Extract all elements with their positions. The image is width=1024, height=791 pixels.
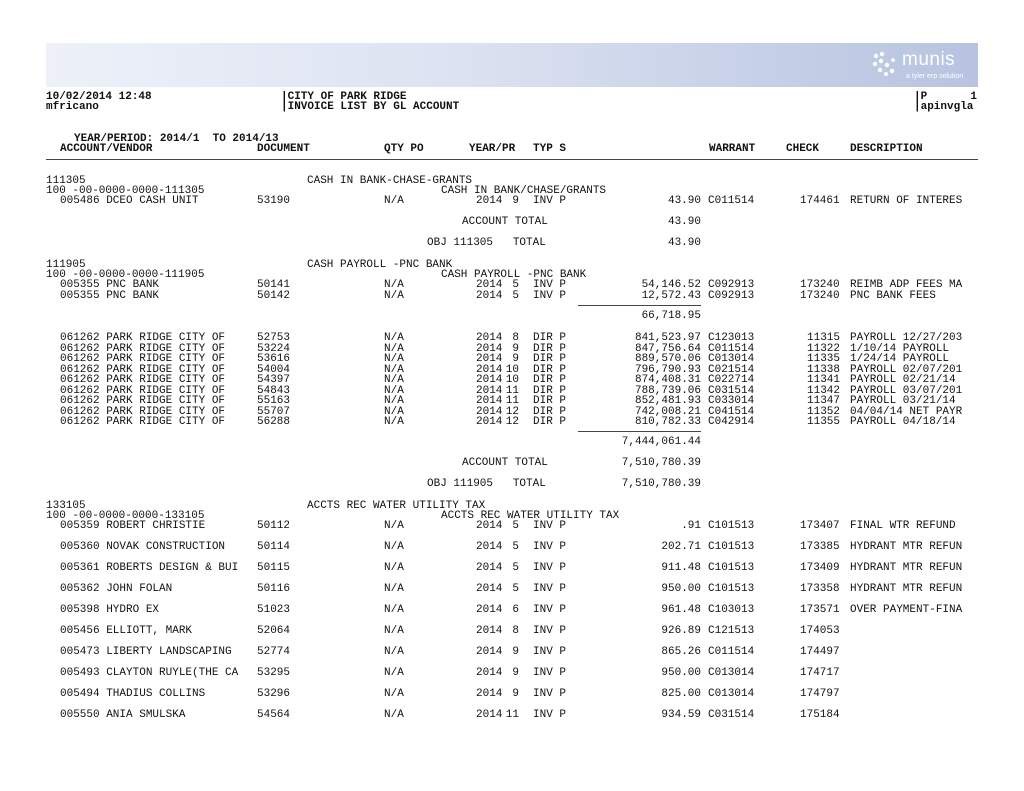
cell-vendor: 061262 PARK RIDGE CITY OF bbox=[60, 363, 226, 376]
cell-qty: N/A bbox=[384, 195, 404, 207]
report-datetime: 10/02/2014 12:48 bbox=[46, 91, 152, 103]
cell-desc: OVER PAYMENT-FINA bbox=[850, 604, 963, 616]
cell-pr: 8 bbox=[512, 625, 519, 637]
cell-year: 2014 bbox=[476, 289, 503, 302]
cell-typ: DIR P bbox=[533, 363, 567, 376]
cell-year: 2014 bbox=[476, 363, 503, 376]
cell-check: 11347 bbox=[807, 395, 841, 407]
logo-wordmark: munis bbox=[902, 49, 956, 70]
col-account-vendor: ACCOUNT/VENDOR bbox=[60, 143, 153, 155]
cell-vendor: 061262 PARK RIDGE CITY OF bbox=[60, 374, 226, 386]
cell-amount: 810,782.33 bbox=[634, 416, 701, 428]
cell-warrant: C121513 bbox=[708, 625, 755, 637]
cell-warrant: C033014 bbox=[708, 395, 755, 407]
cell-qty: N/A bbox=[384, 562, 404, 574]
cell-doc: 54564 bbox=[257, 709, 291, 721]
cell-qty: N/A bbox=[384, 541, 404, 553]
cell-vendor: 061262 PARK RIDGE CITY OF bbox=[60, 342, 226, 355]
cell-amount: 847,756.64 bbox=[634, 342, 701, 355]
cell-pr: 10 bbox=[505, 374, 519, 386]
cell-check: 11352 bbox=[807, 405, 841, 418]
cell-qty: N/A bbox=[384, 289, 404, 302]
cell-year: 2014 bbox=[476, 342, 503, 355]
cell-amount: 961.48 bbox=[661, 604, 701, 616]
cell-typ: INV P bbox=[533, 625, 567, 637]
org-name: |CITY OF PARK RIDGE bbox=[281, 91, 407, 103]
obj-code: 111305 bbox=[46, 175, 86, 187]
report-title: |INVOICE LIST BY GL ACCOUNT bbox=[281, 101, 460, 113]
cell-qty: N/A bbox=[384, 416, 404, 428]
cell-doc: 55163 bbox=[257, 395, 291, 407]
obj-code: 111905 bbox=[46, 259, 86, 271]
cell-pr: 8 bbox=[512, 332, 519, 344]
cell-qty: N/A bbox=[384, 353, 404, 365]
cell-year: 2014 bbox=[476, 405, 503, 418]
cell-vendor: 005360 NOVAK CONSTRUCTION bbox=[60, 541, 226, 553]
cell-pr: 11 bbox=[505, 395, 519, 407]
cell-pr: 5 bbox=[512, 520, 519, 532]
cell-doc: 50141 bbox=[257, 279, 291, 291]
cell-amount: 12,572.43 bbox=[641, 289, 701, 302]
cell-check: 11322 bbox=[807, 342, 841, 355]
cell-qty: N/A bbox=[384, 667, 404, 679]
obj-total-label: OBJ 111905 TOTAL bbox=[427, 478, 546, 490]
cell-year: 2014 bbox=[476, 416, 503, 428]
cell-pr: 5 bbox=[512, 289, 519, 302]
cell-desc: RETURN OF INTERES bbox=[850, 195, 963, 207]
cell-year: 2014 bbox=[476, 583, 503, 595]
cell-warrant: C041514 bbox=[708, 405, 755, 418]
cell-pr: 9 bbox=[512, 195, 519, 207]
cell-doc: 52064 bbox=[257, 625, 291, 637]
cell-check: 173407 bbox=[800, 520, 840, 532]
cell-qty: N/A bbox=[384, 625, 404, 637]
cell-year: 2014 bbox=[476, 195, 503, 207]
cell-typ: DIR P bbox=[533, 395, 567, 407]
cell-check: 11315 bbox=[807, 332, 841, 344]
col-qty-po: QTY PO bbox=[384, 143, 424, 155]
cell-typ: INV P bbox=[533, 541, 567, 553]
cell-doc: 56288 bbox=[257, 416, 291, 428]
cell-warrant: C042914 bbox=[708, 416, 755, 428]
cell-doc: 53224 bbox=[257, 342, 291, 355]
cell-warrant: C101513 bbox=[708, 562, 755, 574]
cell-vendor: 061262 PARK RIDGE CITY OF bbox=[60, 405, 226, 418]
cell-check: 174461 bbox=[800, 195, 840, 207]
cell-typ: INV P bbox=[533, 289, 567, 302]
cell-desc: HYDRANT MTR REFUN bbox=[850, 562, 963, 574]
cell-amount: 950.00 bbox=[661, 667, 701, 679]
cell-qty: N/A bbox=[384, 332, 404, 344]
cell-warrant: C031514 bbox=[708, 384, 755, 397]
cell-check: 174497 bbox=[800, 646, 840, 658]
cell-warrant: C101513 bbox=[708, 583, 755, 595]
cell-check: 173358 bbox=[800, 583, 840, 595]
cell-doc: 54397 bbox=[257, 374, 291, 386]
cell-amount: 796,790.93 bbox=[634, 363, 701, 376]
cell-typ: DIR P bbox=[533, 405, 567, 418]
munis-dots-icon bbox=[872, 51, 898, 77]
cell-pr: 12 bbox=[505, 405, 519, 418]
cell-qty: N/A bbox=[384, 520, 404, 532]
cell-desc: PAYROLL 04/18/14 bbox=[850, 416, 956, 428]
cell-amount: 202.71 bbox=[661, 541, 701, 553]
cell-typ: INV P bbox=[533, 562, 567, 574]
cell-qty: N/A bbox=[384, 405, 404, 418]
account-number: 100 -00-0000-0000-111305 bbox=[46, 185, 205, 197]
obj-title: CASH IN BANK-CHASE-GRANTS bbox=[307, 175, 473, 187]
cell-warrant: C021514 bbox=[708, 363, 755, 376]
cell-warrant: C092913 bbox=[708, 289, 755, 302]
obj-title: ACCTS REC WATER UTILITY TAX bbox=[307, 500, 486, 512]
cell-amount: 934.59 bbox=[661, 709, 701, 721]
cell-doc: 50142 bbox=[257, 289, 291, 302]
cell-pr: 5 bbox=[512, 562, 519, 574]
cell-vendor: 061262 PARK RIDGE CITY OF bbox=[60, 353, 226, 365]
cell-pr: 11 bbox=[505, 384, 519, 397]
cell-amount: 911.48 bbox=[661, 562, 701, 574]
cell-check: 174053 bbox=[800, 625, 840, 637]
cell-warrant: C101513 bbox=[708, 541, 755, 553]
cell-amount: 54,146.52 bbox=[641, 279, 701, 291]
cell-qty: N/A bbox=[384, 646, 404, 658]
subtotal-rule bbox=[578, 431, 701, 432]
cell-check: 173240 bbox=[800, 289, 840, 302]
cell-desc: HYDRANT MTR REFUN bbox=[850, 583, 963, 595]
cell-qty: N/A bbox=[384, 342, 404, 355]
year-period: YEAR/PERIOD: 2014/1 TO 2014/13 bbox=[74, 133, 279, 145]
cell-warrant: C013014 bbox=[708, 688, 755, 700]
cell-amount: 852,481.93 bbox=[634, 395, 701, 407]
cell-desc: FINAL WTR REFUND bbox=[850, 520, 956, 532]
cell-desc: 1/24/14 PAYROLL bbox=[850, 353, 950, 365]
cell-typ: INV P bbox=[533, 195, 567, 207]
cell-doc: 53190 bbox=[257, 195, 291, 207]
page-label: |P bbox=[914, 91, 928, 103]
account-total-label: ACCOUNT TOTAL bbox=[462, 457, 548, 469]
cell-year: 2014 bbox=[476, 541, 503, 553]
cell-doc: 50115 bbox=[257, 562, 291, 574]
cell-desc: 04/04/14 NET PAYR bbox=[850, 405, 963, 418]
cell-warrant: C022714 bbox=[708, 374, 755, 386]
cell-typ: INV P bbox=[533, 667, 567, 679]
cell-desc: 1/10/14 PAYROLL bbox=[850, 342, 950, 355]
cell-qty: N/A bbox=[384, 583, 404, 595]
cell-desc: REIMB ADP FEES MA bbox=[850, 279, 963, 291]
cell-vendor: 005362 JOHN FOLAN bbox=[60, 583, 173, 595]
cell-warrant: C103013 bbox=[708, 604, 755, 616]
report-user: mfricano bbox=[46, 101, 99, 113]
cell-pr: 9 bbox=[512, 353, 519, 365]
account-number: 100 -00-0000-0000-111905 bbox=[46, 269, 205, 281]
cell-typ: INV P bbox=[533, 520, 567, 532]
cell-amount: 788,739.06 bbox=[634, 384, 701, 397]
cell-typ: DIR P bbox=[533, 342, 567, 355]
cell-qty: N/A bbox=[384, 363, 404, 376]
cell-vendor: 005398 HYDRO EX bbox=[60, 604, 160, 616]
cell-warrant: C092913 bbox=[708, 279, 755, 291]
cell-pr: 9 bbox=[512, 342, 519, 355]
cell-pr: 5 bbox=[512, 279, 519, 291]
cell-amount: 874,408.31 bbox=[634, 374, 701, 386]
cell-qty: N/A bbox=[384, 374, 404, 386]
cell-qty: N/A bbox=[384, 688, 404, 700]
cell-desc: PAYROLL 12/27/203 bbox=[850, 332, 963, 344]
report-banner bbox=[46, 43, 978, 87]
cell-year: 2014 bbox=[476, 395, 503, 407]
cell-typ: DIR P bbox=[533, 384, 567, 397]
cell-check: 173240 bbox=[800, 279, 840, 291]
cell-year: 2014 bbox=[476, 688, 503, 700]
cell-year: 2014 bbox=[476, 646, 503, 658]
cell-amount: 825.00 bbox=[661, 688, 701, 700]
cell-year: 2014 bbox=[476, 353, 503, 365]
cell-typ: DIR P bbox=[533, 353, 567, 365]
col-document: DOCUMENT bbox=[257, 143, 310, 155]
cell-warrant: C101513 bbox=[708, 520, 755, 532]
header-rule bbox=[46, 159, 978, 160]
cell-doc: 54004 bbox=[257, 363, 291, 376]
account-total-value: 7,510,780.39 bbox=[621, 457, 701, 469]
subtotal-value: 7,444,061.44 bbox=[621, 436, 701, 448]
cell-vendor: 005550 ANIA SMULSKA bbox=[60, 709, 186, 721]
cell-pr: 9 bbox=[512, 688, 519, 700]
cell-check: 175184 bbox=[800, 709, 840, 721]
cell-vendor: 005361 ROBERTS DESIGN & BUI bbox=[60, 562, 239, 574]
cell-qty: N/A bbox=[384, 279, 404, 291]
subtotal-value: 66,718.95 bbox=[641, 310, 701, 322]
cell-typ: INV P bbox=[533, 279, 567, 291]
cell-amount: 865.26 bbox=[661, 646, 701, 658]
cell-vendor: 005486 DCEO CASH UNIT bbox=[60, 195, 199, 207]
cell-doc: 50116 bbox=[257, 583, 291, 595]
cell-check: 11355 bbox=[807, 416, 841, 428]
cell-year: 2014 bbox=[476, 667, 503, 679]
cell-check: 173571 bbox=[800, 604, 840, 616]
cell-doc: 50114 bbox=[257, 541, 291, 553]
cell-typ: DIR P bbox=[533, 374, 567, 386]
cell-typ: INV P bbox=[533, 604, 567, 616]
cell-pr: 9 bbox=[512, 667, 519, 679]
account-description: ACCTS REC WATER UTILITY TAX bbox=[441, 510, 620, 522]
cell-typ: DIR P bbox=[533, 332, 567, 344]
cell-doc: 53616 bbox=[257, 353, 291, 365]
cell-doc: 53296 bbox=[257, 688, 291, 700]
cell-amount: 950.00 bbox=[661, 583, 701, 595]
cell-vendor: 005494 THADIUS COLLINS bbox=[60, 688, 206, 700]
cell-warrant: C013014 bbox=[708, 353, 755, 365]
cell-year: 2014 bbox=[476, 604, 503, 616]
obj-title: CASH PAYROLL -PNC BANK bbox=[307, 259, 453, 271]
cell-pr: 5 bbox=[512, 541, 519, 553]
cell-amount: .91 bbox=[681, 520, 701, 532]
cell-desc: HYDRANT MTR REFUN bbox=[850, 541, 963, 553]
cell-pr: 11 bbox=[505, 709, 519, 721]
cell-doc: 52753 bbox=[257, 332, 291, 344]
cell-typ: INV P bbox=[533, 688, 567, 700]
cell-vendor: 005355 PNC BANK bbox=[60, 289, 160, 302]
cell-amount: 742,008.21 bbox=[634, 405, 701, 418]
cell-check: 174797 bbox=[800, 688, 840, 700]
cell-vendor: 061262 PARK RIDGE CITY OF bbox=[60, 332, 226, 344]
cell-year: 2014 bbox=[476, 562, 503, 574]
cell-year: 2014 bbox=[476, 520, 503, 532]
cell-warrant: C123013 bbox=[708, 332, 755, 344]
program-id: |apinvgla bbox=[914, 101, 974, 113]
account-number: 100 -00-0000-0000-133105 bbox=[46, 510, 205, 522]
cell-year: 2014 bbox=[476, 374, 503, 386]
account-total-value: 43.90 bbox=[667, 216, 701, 228]
cell-vendor: 061262 PARK RIDGE CITY OF bbox=[60, 416, 226, 428]
cell-pr: 5 bbox=[512, 583, 519, 595]
cell-warrant: C031514 bbox=[708, 709, 755, 721]
cell-check: 173385 bbox=[800, 541, 840, 553]
cell-qty: N/A bbox=[384, 604, 404, 616]
cell-warrant: C011514 bbox=[708, 342, 755, 355]
subtotal-rule bbox=[578, 305, 701, 306]
cell-check: 11338 bbox=[807, 363, 841, 376]
cell-pr: 12 bbox=[505, 416, 519, 428]
munis-logo bbox=[870, 48, 970, 84]
cell-vendor: 005456 ELLIOTT, MARK bbox=[60, 625, 193, 637]
cell-amount: 889,570.06 bbox=[634, 353, 701, 365]
cell-amount: 841,523.97 bbox=[634, 332, 701, 344]
cell-typ: INV P bbox=[533, 646, 567, 658]
cell-check: 174717 bbox=[800, 667, 840, 679]
col-year-pr: YEAR/PR bbox=[469, 143, 516, 155]
cell-vendor: 005493 CLAYTON RUYLE(THE CA bbox=[60, 667, 239, 679]
cell-desc: PAYROLL 03/07/201 bbox=[850, 384, 963, 397]
cell-qty: N/A bbox=[384, 395, 404, 407]
cell-warrant: C013014 bbox=[708, 667, 755, 679]
cell-warrant: C011514 bbox=[708, 646, 755, 658]
obj-total-value: 7,510,780.39 bbox=[621, 478, 701, 490]
cell-check: 11342 bbox=[807, 384, 841, 397]
cell-check: 11341 bbox=[807, 374, 841, 386]
account-description: CASH IN BANK/CHASE/GRANTS bbox=[441, 185, 607, 197]
page-number: 1 bbox=[970, 91, 977, 103]
cell-pr: 6 bbox=[512, 604, 519, 616]
cell-vendor: 005355 PNC BANK bbox=[60, 279, 160, 291]
cell-amount: 926.89 bbox=[661, 625, 701, 637]
cell-desc: PAYROLL 02/07/201 bbox=[850, 363, 963, 376]
cell-doc: 54843 bbox=[257, 384, 291, 397]
cell-year: 2014 bbox=[476, 279, 503, 291]
cell-check: 173409 bbox=[800, 562, 840, 574]
col-typ-s: TYP S bbox=[533, 143, 567, 155]
cell-typ: INV P bbox=[533, 709, 567, 721]
cell-doc: 50112 bbox=[257, 520, 291, 532]
logo-tagline: a tyler erp solution bbox=[906, 73, 964, 80]
cell-desc: PAYROLL 03/21/14 bbox=[850, 395, 956, 407]
cell-qty: N/A bbox=[384, 709, 404, 721]
col-warrant: WARRANT bbox=[709, 143, 756, 155]
cell-desc: PAYROLL 02/21/14 bbox=[850, 374, 956, 386]
cell-doc: 51023 bbox=[257, 604, 291, 616]
cell-doc: 52774 bbox=[257, 646, 291, 658]
cell-year: 2014 bbox=[476, 625, 503, 637]
cell-warrant: C011514 bbox=[708, 195, 755, 207]
account-description: CASH PAYROLL -PNC BANK bbox=[441, 269, 587, 281]
cell-year: 2014 bbox=[476, 709, 503, 721]
col-check: CHECK bbox=[786, 143, 820, 155]
account-total-label: ACCOUNT TOTAL bbox=[462, 216, 548, 228]
cell-vendor: 061262 PARK RIDGE CITY OF bbox=[60, 384, 226, 397]
obj-code: 133105 bbox=[46, 500, 86, 512]
cell-year: 2014 bbox=[476, 332, 503, 344]
cell-vendor: 005359 ROBERT CHRISTIE bbox=[60, 520, 206, 532]
cell-year: 2014 bbox=[476, 384, 503, 397]
cell-qty: N/A bbox=[384, 384, 404, 397]
cell-desc: PNC BANK FEES bbox=[850, 289, 936, 302]
cell-pr: 10 bbox=[505, 363, 519, 376]
cell-check: 11335 bbox=[807, 353, 841, 365]
cell-pr: 9 bbox=[512, 646, 519, 658]
obj-total-label: OBJ 111305 TOTAL bbox=[427, 237, 546, 249]
cell-typ: DIR P bbox=[533, 416, 567, 428]
cell-doc: 53295 bbox=[257, 667, 291, 679]
cell-amount: 43.90 bbox=[667, 195, 701, 207]
cell-vendor: 061262 PARK RIDGE CITY OF bbox=[60, 395, 226, 407]
cell-vendor: 005473 LIBERTY LANDSCAPING bbox=[60, 646, 232, 658]
col-description: DESCRIPTION bbox=[850, 143, 923, 155]
cell-doc: 55707 bbox=[257, 405, 291, 418]
obj-total-value: 43.90 bbox=[667, 237, 701, 249]
cell-typ: INV P bbox=[533, 583, 567, 595]
